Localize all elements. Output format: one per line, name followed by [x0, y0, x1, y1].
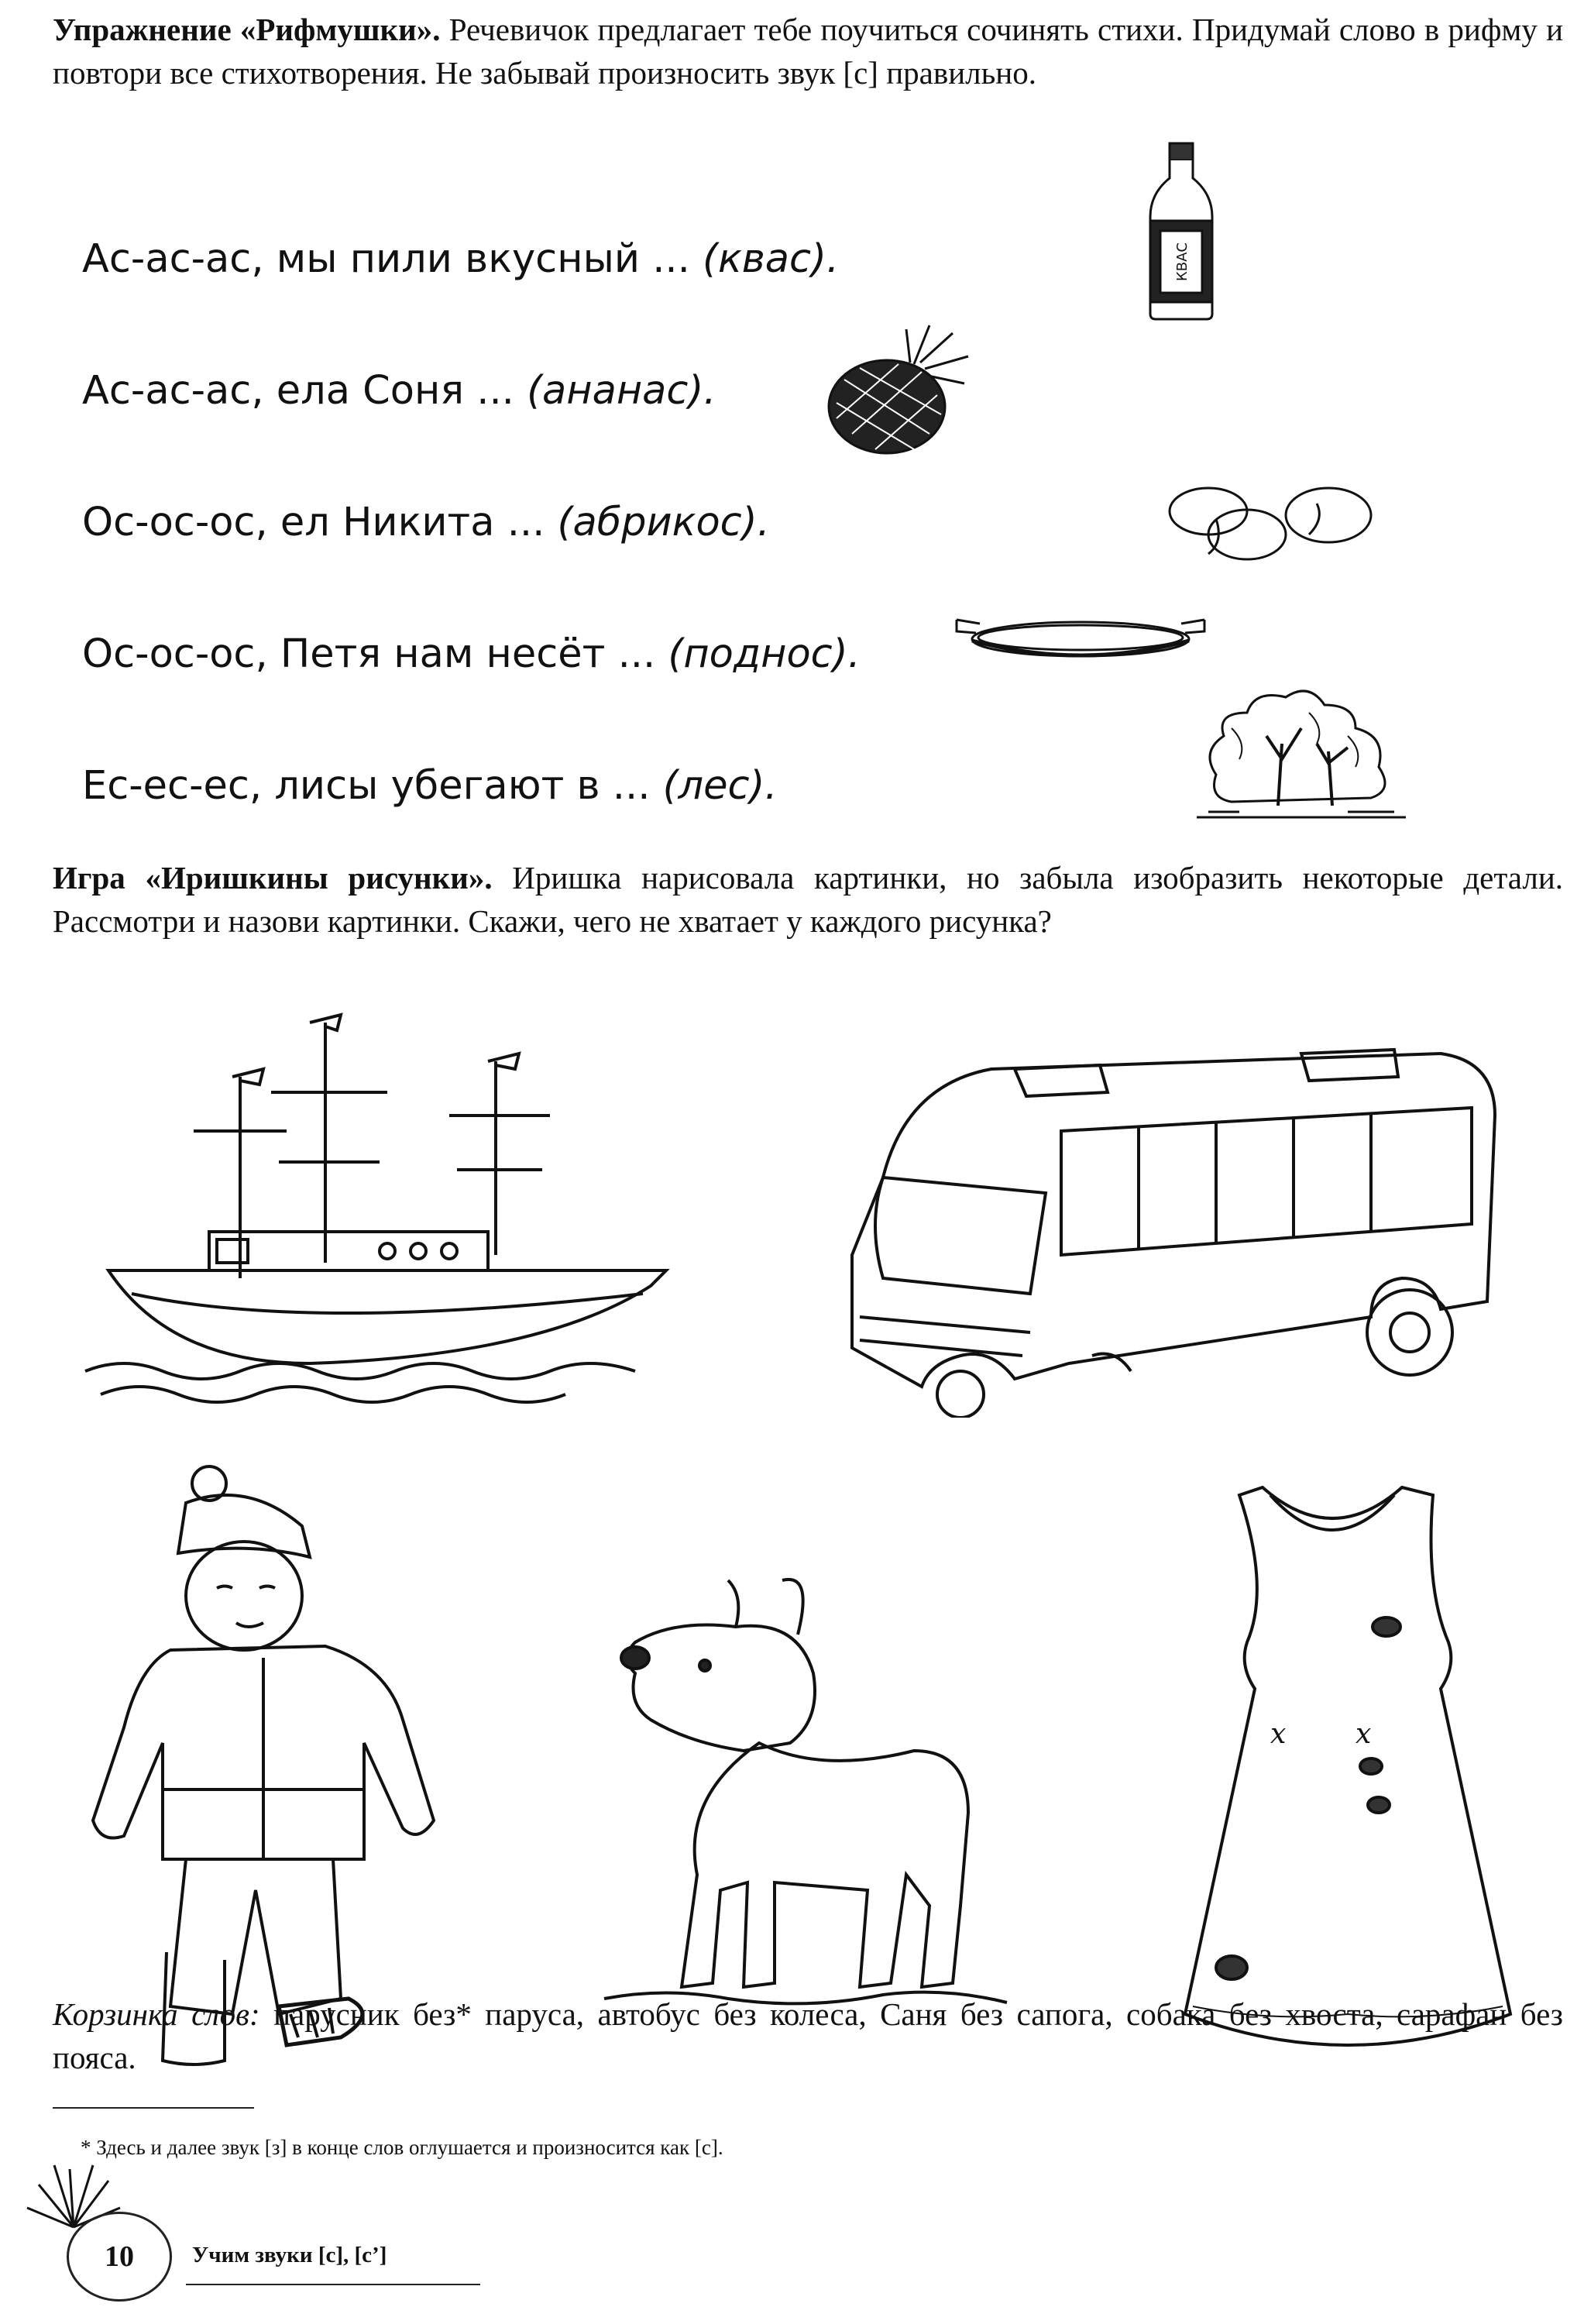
rhyme-line-5: [82, 763, 778, 809]
word-basket-label: Корзинка слов:: [53, 1996, 260, 2032]
exercise1-paragraph: [53, 8, 1563, 95]
svg-text:x: x: [1270, 1718, 1287, 1750]
rhyme-text: Ес-ес-ес, лисы убегают в ...: [82, 763, 663, 809]
exercise2-text: Иришка нарисовала картинки, но забыла изобразить некоторые детали. Рассмотри и назови картинки. Скажи, чего не хватает у каждого рисунка?: [53, 860, 1564, 939]
rhyme-text: Ос-ос-ос, Петя нам несёт ...: [82, 631, 668, 677]
rhyme-answer: (поднос).: [668, 631, 861, 677]
rhyme-text: Ас-ас-ас, мы пили вкусный ...: [82, 236, 703, 282]
rhyme-line-1: [82, 236, 839, 282]
exercise2-title: Игра «Иришкины рисунки».: [53, 860, 493, 896]
kvas-bottle-icon: [1139, 139, 1224, 321]
page-number: 10: [67, 2212, 172, 2302]
rhyme-answer: (ананас).: [527, 368, 716, 414]
bottle-label: КВАС: [1174, 242, 1191, 282]
rhyme-answer: (квас).: [703, 236, 840, 282]
exercise1-text: Речевичок предлагает тебе поучиться сочинять стихи. Придумай слово в рифму и повтори все стихотворения. Не забывай произносить звук [с] правильно.: [53, 12, 1564, 91]
rhyme-answer: (лес).: [662, 763, 778, 809]
forest-icon: [1193, 682, 1410, 825]
bus-picture: [837, 1023, 1518, 1418]
boy-picture: [77, 1456, 442, 2076]
pineapple-icon: [821, 318, 976, 457]
exercise2-paragraph: [53, 856, 1563, 943]
tray-icon: [953, 600, 1208, 678]
rhyme-answer: (абрикос).: [557, 500, 770, 545]
running-title: Учим звуки [с], [с’]: [192, 2243, 387, 2267]
rhyme-line-2: [82, 368, 716, 414]
running-title-rule: [186, 2284, 480, 2285]
word-basket-text: парусник без* паруса, автобус без колеса, Саня без сапога, собака без хвоста, сарафан без пояса.: [53, 1996, 1563, 2075]
rhyme-line-3: [82, 500, 770, 545]
svg-text:x: x: [1356, 1718, 1372, 1750]
rhyme-text: Ос-ос-ос, ел Никита ...: [82, 500, 558, 545]
apricot-icon: [1162, 473, 1379, 566]
rhyme-text: Ас-ас-ас, ела Соня ...: [82, 368, 527, 414]
sailboat-picture: [77, 1007, 682, 1418]
sundress-picture: [1177, 1472, 1518, 2061]
word-basket: [53, 1992, 1563, 2079]
dog-picture: [589, 1565, 1022, 2030]
footnote-divider: [53, 2107, 254, 2109]
footnote: * Здесь и далее звук [з] в конце слов оглушается и произносится как [с].: [81, 2136, 723, 2159]
rhyme-line-4: [82, 631, 861, 677]
exercise1-title: Упражнение «Рифмушки».: [53, 12, 441, 47]
